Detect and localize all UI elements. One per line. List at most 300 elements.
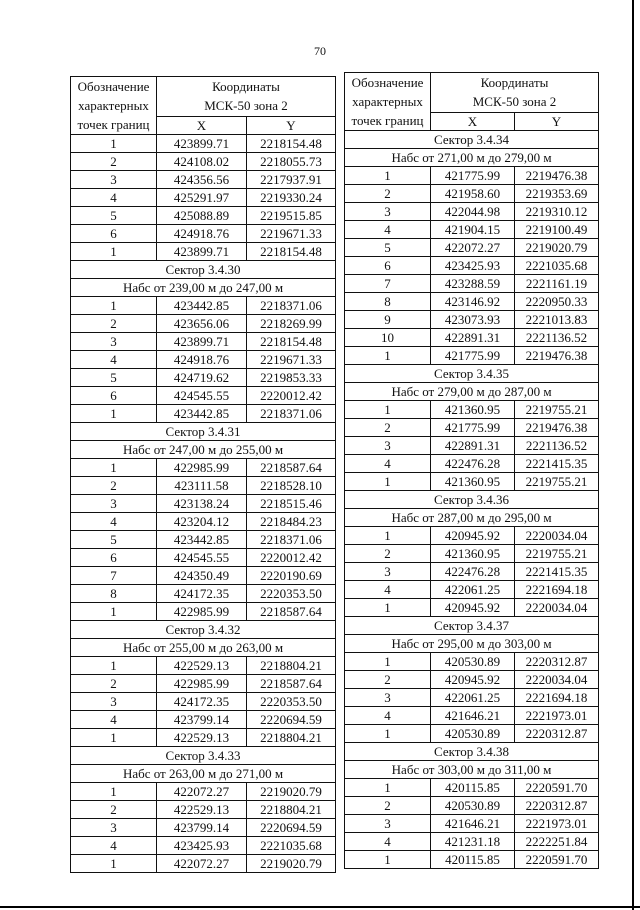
coord-y: 2219100.49 [515, 221, 599, 239]
table-row [345, 851, 599, 869]
coord-x: 424545.55 [157, 387, 247, 405]
point-number: 2 [71, 801, 157, 819]
coord-y: 2219476.38 [515, 347, 599, 365]
coord-y: 2221035.68 [515, 257, 599, 275]
coord-x: 420115.85 [431, 779, 515, 797]
point-number: 1 [345, 347, 431, 365]
coord-x: 422529.13 [157, 729, 247, 747]
point-number: 4 [71, 711, 157, 729]
table-header [71, 77, 336, 135]
coord-y: 2221973.01 [515, 707, 599, 725]
table-row [345, 419, 599, 437]
coord-y: 2221136.52 [515, 329, 599, 347]
coord-y: 2219853.33 [247, 369, 336, 387]
coord-y: 2220353.50 [247, 693, 336, 711]
point-number: 3 [71, 171, 157, 189]
coord-x: 420945.92 [431, 527, 515, 545]
point-number: 8 [345, 293, 431, 311]
table-row [345, 779, 599, 797]
table-row [71, 567, 336, 585]
point-number: 4 [71, 513, 157, 531]
coord-y: 2221136.52 [515, 437, 599, 455]
header-point-line: Обозначение [351, 75, 424, 90]
coord-y: 2220694.59 [247, 819, 336, 837]
point-number: 1 [71, 657, 157, 675]
coord-x: 422476.28 [431, 563, 515, 581]
point-number: 4 [71, 837, 157, 855]
header-coords-line: Координаты [212, 79, 280, 95]
coord-x: 424356.56 [157, 171, 247, 189]
coord-y: 2219671.33 [247, 225, 336, 243]
coord-x: 423799.14 [157, 711, 247, 729]
coord-x: 421646.21 [431, 815, 515, 833]
coord-x: 423656.06 [157, 315, 247, 333]
sector-range: Набс от 287,00 м до 295,00 м [345, 509, 599, 527]
coord-y: 2220012.42 [247, 549, 336, 567]
coord-x: 421904.15 [431, 221, 515, 239]
point-number: 3 [71, 819, 157, 837]
point-number: 4 [345, 707, 431, 725]
point-number: 2 [71, 153, 157, 171]
point-number: 1 [345, 527, 431, 545]
coord-y: 2218804.21 [247, 801, 336, 819]
coord-x: 424108.02 [157, 153, 247, 171]
coord-x: 422891.31 [431, 329, 515, 347]
coord-y: 2219020.79 [515, 239, 599, 257]
table-row [71, 495, 336, 513]
header-coords-line: МСК-50 зона 2 [204, 98, 288, 114]
point-number: 1 [345, 473, 431, 491]
sector-range: Набс от 255,00 м до 263,00 м [71, 639, 336, 657]
point-number: 1 [345, 167, 431, 185]
table-row [345, 653, 599, 671]
sector-title: Сектор 3.4.33 [71, 747, 336, 765]
sector-title: Сектор 3.4.30 [71, 261, 336, 279]
coord-y: 2218528.10 [247, 477, 336, 495]
table-body [71, 135, 336, 873]
coord-y: 2221161.19 [515, 275, 599, 293]
table-row [71, 477, 336, 495]
sector-title: Сектор 3.4.35 [345, 365, 599, 383]
table-row [71, 459, 336, 477]
header-coordinates [157, 77, 336, 117]
coord-x: 424172.35 [157, 693, 247, 711]
table-row [71, 837, 336, 855]
coord-x: 424918.76 [157, 351, 247, 369]
coord-y: 2217937.91 [247, 171, 336, 189]
point-number: 1 [71, 459, 157, 477]
header-y: Y [515, 112, 599, 130]
sector-range: Набс от 247,00 м до 255,00 м [71, 441, 336, 459]
coord-x: 424172.35 [157, 585, 247, 603]
point-number: 1 [345, 851, 431, 869]
point-number: 3 [345, 203, 431, 221]
table-row [71, 657, 336, 675]
table-row [345, 581, 599, 599]
coord-x: 420945.92 [431, 599, 515, 617]
table-row [345, 707, 599, 725]
table-row [345, 527, 599, 545]
point-number: 10 [345, 329, 431, 347]
point-number: 6 [71, 387, 157, 405]
point-number: 1 [71, 783, 157, 801]
table-row [71, 243, 336, 261]
point-number: 1 [345, 653, 431, 671]
table-row [71, 351, 336, 369]
table-row [71, 513, 336, 531]
table-row [71, 189, 336, 207]
coord-y: 2219330.24 [247, 189, 336, 207]
table-row [71, 531, 336, 549]
coord-y: 2218587.64 [247, 459, 336, 477]
point-number: 1 [71, 243, 157, 261]
coord-x: 421646.21 [431, 707, 515, 725]
coord-x: 420115.85 [431, 851, 515, 869]
coord-x: 421360.95 [431, 401, 515, 419]
header-point-line: характерных [78, 98, 149, 113]
coord-x: 422061.25 [431, 581, 515, 599]
coord-y: 2219310.12 [515, 203, 599, 221]
coord-y: 2218587.64 [247, 603, 336, 621]
header-coords-line: Координаты [480, 75, 549, 91]
header-x: X [431, 112, 515, 130]
coord-y: 2218587.64 [247, 675, 336, 693]
header-point-line: точек границ [77, 117, 150, 132]
coord-x: 423899.71 [157, 135, 247, 153]
point-number: 1 [71, 405, 157, 423]
coord-y: 2220591.70 [515, 851, 599, 869]
coord-x: 421360.95 [431, 473, 515, 491]
coord-y: 2220312.87 [515, 653, 599, 671]
coord-x: 424350.49 [157, 567, 247, 585]
point-number: 5 [71, 207, 157, 225]
point-number: 2 [71, 315, 157, 333]
coord-x: 420530.89 [431, 653, 515, 671]
coord-y: 2220950.33 [515, 293, 599, 311]
coord-x: 424719.62 [157, 369, 247, 387]
table-row [345, 671, 599, 689]
table-row [71, 693, 336, 711]
table-row [71, 297, 336, 315]
point-number: 5 [71, 531, 157, 549]
coord-x: 422476.28 [431, 455, 515, 473]
table-row [345, 473, 599, 491]
coord-y: 2220353.50 [247, 585, 336, 603]
point-number: 2 [345, 185, 431, 203]
coord-x: 423073.93 [431, 311, 515, 329]
point-number: 6 [71, 549, 157, 567]
coord-x: 422072.27 [157, 783, 247, 801]
coord-x: 423442.85 [157, 531, 247, 549]
point-number: 4 [345, 833, 431, 851]
coord-y: 2218154.48 [247, 243, 336, 261]
coord-y: 2221013.83 [515, 311, 599, 329]
coord-x: 424545.55 [157, 549, 247, 567]
coord-x: 421775.99 [431, 167, 515, 185]
coord-x: 421360.95 [431, 545, 515, 563]
point-number: 4 [345, 455, 431, 473]
sector-range: Набс от 271,00 м до 279,00 м [345, 149, 599, 167]
sector-range: Набс от 303,00 м до 311,00 м [345, 761, 599, 779]
table-row [71, 711, 336, 729]
point-number: 8 [71, 585, 157, 603]
coord-y: 2218804.21 [247, 657, 336, 675]
coord-x: 420945.92 [431, 671, 515, 689]
table-row [345, 239, 599, 257]
point-number: 1 [345, 401, 431, 419]
header-point-line: характерных [352, 94, 423, 109]
coord-x: 423425.93 [431, 257, 515, 275]
point-number: 2 [71, 477, 157, 495]
header-coordinates [431, 73, 599, 113]
coord-x: 422985.99 [157, 459, 247, 477]
point-number: 2 [345, 419, 431, 437]
coordinates-table-left [70, 76, 336, 873]
coord-y: 2219020.79 [247, 783, 336, 801]
point-number: 3 [71, 495, 157, 513]
table-row [345, 545, 599, 563]
point-number: 2 [345, 797, 431, 815]
table-row [71, 333, 336, 351]
table-row [345, 311, 599, 329]
point-number: 6 [345, 257, 431, 275]
coord-x: 423288.59 [431, 275, 515, 293]
coord-x: 422985.99 [157, 675, 247, 693]
header-point-label [345, 73, 431, 131]
coord-x: 422072.27 [157, 855, 247, 873]
table-row [345, 797, 599, 815]
coordinates-table-right [344, 72, 599, 869]
table-row [345, 257, 599, 275]
table-row [71, 603, 336, 621]
point-number: 1 [71, 729, 157, 747]
sector-range: Набс от 295,00 м до 303,00 м [345, 635, 599, 653]
table-row [71, 819, 336, 837]
table-body [345, 131, 599, 869]
table-row [71, 675, 336, 693]
coord-y: 2220034.04 [515, 599, 599, 617]
point-number: 3 [345, 689, 431, 707]
header-point-line: точек границ [351, 113, 424, 128]
coord-y: 2218804.21 [247, 729, 336, 747]
table-header [345, 73, 599, 131]
table-row [345, 563, 599, 581]
point-number: 7 [345, 275, 431, 293]
coord-y: 2219476.38 [515, 419, 599, 437]
point-number: 3 [345, 563, 431, 581]
coord-x: 422985.99 [157, 603, 247, 621]
coord-x: 421775.99 [431, 419, 515, 437]
coord-y: 2219020.79 [247, 855, 336, 873]
coord-x: 423138.24 [157, 495, 247, 513]
table-row [71, 783, 336, 801]
coord-y: 2222251.84 [515, 833, 599, 851]
coord-x: 423204.12 [157, 513, 247, 531]
coord-y: 2221973.01 [515, 815, 599, 833]
table-row [345, 221, 599, 239]
table-row [345, 815, 599, 833]
table-row [71, 225, 336, 243]
table-row [345, 329, 599, 347]
coord-x: 423442.85 [157, 297, 247, 315]
sector-range: Набс от 263,00 м до 271,00 м [71, 765, 336, 783]
coord-y: 2220012.42 [247, 387, 336, 405]
table-row [345, 347, 599, 365]
coord-y: 2219515.85 [247, 207, 336, 225]
coord-y: 2218515.46 [247, 495, 336, 513]
coord-y: 2220034.04 [515, 527, 599, 545]
sector-title: Сектор 3.4.32 [71, 621, 336, 639]
coord-x: 422072.27 [431, 239, 515, 257]
point-number: 1 [345, 599, 431, 617]
point-number: 2 [345, 545, 431, 563]
table-row [345, 725, 599, 743]
table-row [71, 585, 336, 603]
table-row [71, 315, 336, 333]
point-number: 2 [345, 671, 431, 689]
point-number: 4 [71, 351, 157, 369]
table-row [345, 455, 599, 473]
scan-edge-bottom [0, 906, 640, 908]
coord-y: 2218154.48 [247, 333, 336, 351]
table-row [345, 599, 599, 617]
coord-y: 2220694.59 [247, 711, 336, 729]
coord-x: 425291.97 [157, 189, 247, 207]
coord-y: 2218371.06 [247, 531, 336, 549]
point-number: 1 [345, 725, 431, 743]
coord-y: 2220190.69 [247, 567, 336, 585]
table-row [71, 855, 336, 873]
point-number: 4 [71, 189, 157, 207]
coord-y: 2218371.06 [247, 405, 336, 423]
table-row [71, 729, 336, 747]
coord-y: 2220312.87 [515, 797, 599, 815]
coord-y: 2221694.18 [515, 581, 599, 599]
coord-x: 423111.58 [157, 477, 247, 495]
table-row [345, 275, 599, 293]
coord-x: 422529.13 [157, 801, 247, 819]
table-row [71, 405, 336, 423]
point-number: 3 [71, 333, 157, 351]
table-row [345, 689, 599, 707]
table-row [71, 135, 336, 153]
coord-y: 2219353.69 [515, 185, 599, 203]
table-row [71, 207, 336, 225]
point-number: 2 [71, 675, 157, 693]
header-point-line: Обозначение [77, 79, 150, 94]
coord-x: 424918.76 [157, 225, 247, 243]
point-number: 1 [71, 297, 157, 315]
coord-y: 2219476.38 [515, 167, 599, 185]
coord-x: 422529.13 [157, 657, 247, 675]
coord-y: 2220591.70 [515, 779, 599, 797]
coord-x: 422044.98 [431, 203, 515, 221]
coord-y: 2220034.04 [515, 671, 599, 689]
table-row [345, 401, 599, 419]
point-number: 4 [345, 581, 431, 599]
point-number: 1 [71, 855, 157, 873]
table-row [345, 833, 599, 851]
coord-y: 2220312.87 [515, 725, 599, 743]
coord-x: 421775.99 [431, 347, 515, 365]
header-point-label [71, 77, 157, 135]
coord-x: 423442.85 [157, 405, 247, 423]
coord-y: 2218269.99 [247, 315, 336, 333]
sector-title: Сектор 3.4.31 [71, 423, 336, 441]
coord-x: 421958.60 [431, 185, 515, 203]
point-number: 1 [71, 603, 157, 621]
coord-y: 2218371.06 [247, 297, 336, 315]
point-number: 6 [71, 225, 157, 243]
table-row [71, 171, 336, 189]
coord-x: 423425.93 [157, 837, 247, 855]
sector-title: Сектор 3.4.34 [345, 131, 599, 149]
coord-y: 2221415.35 [515, 563, 599, 581]
table-row [71, 549, 336, 567]
point-number: 5 [345, 239, 431, 257]
point-number: 3 [345, 815, 431, 833]
point-number: 1 [345, 779, 431, 797]
sector-range: Набс от 239,00 м до 247,00 м [71, 279, 336, 297]
point-number: 5 [71, 369, 157, 387]
header-y: Y [247, 116, 336, 134]
coord-y: 2219671.33 [247, 351, 336, 369]
coord-x: 423899.71 [157, 243, 247, 261]
table-row [345, 437, 599, 455]
coord-y: 2221694.18 [515, 689, 599, 707]
coord-x: 422891.31 [431, 437, 515, 455]
table-row [71, 387, 336, 405]
header-coords-line: МСК-50 зона 2 [472, 94, 557, 110]
table-row [345, 167, 599, 185]
coord-x: 423799.14 [157, 819, 247, 837]
coord-x: 420530.89 [431, 797, 515, 815]
coord-x: 420530.89 [431, 725, 515, 743]
page-number: 70 [314, 44, 326, 58]
scan-edge-right [632, 0, 634, 910]
table-row [71, 369, 336, 387]
table-row [345, 203, 599, 221]
point-number: 9 [345, 311, 431, 329]
sector-title: Сектор 3.4.36 [345, 491, 599, 509]
table-row [71, 801, 336, 819]
coord-x: 421231.18 [431, 833, 515, 851]
point-number: 1 [71, 135, 157, 153]
table-row [71, 153, 336, 171]
coord-y: 2218055.73 [247, 153, 336, 171]
coord-x: 423146.92 [431, 293, 515, 311]
sector-title: Сектор 3.4.37 [345, 617, 599, 635]
table-row [345, 185, 599, 203]
coord-x: 425088.89 [157, 207, 247, 225]
header-x: X [157, 116, 247, 134]
coord-y: 2219755.21 [515, 473, 599, 491]
coord-y: 2219755.21 [515, 545, 599, 563]
coord-y: 2221035.68 [247, 837, 336, 855]
coord-x: 422061.25 [431, 689, 515, 707]
point-number: 3 [71, 693, 157, 711]
point-number: 3 [345, 437, 431, 455]
coord-y: 2221415.35 [515, 455, 599, 473]
coord-y: 2218154.48 [247, 135, 336, 153]
sector-range: Набс от 279,00 м до 287,00 м [345, 383, 599, 401]
coord-y: 2218484.23 [247, 513, 336, 531]
point-number: 7 [71, 567, 157, 585]
coord-y: 2219755.21 [515, 401, 599, 419]
table-row [345, 293, 599, 311]
coord-x: 423899.71 [157, 333, 247, 351]
sector-title: Сектор 3.4.38 [345, 743, 599, 761]
